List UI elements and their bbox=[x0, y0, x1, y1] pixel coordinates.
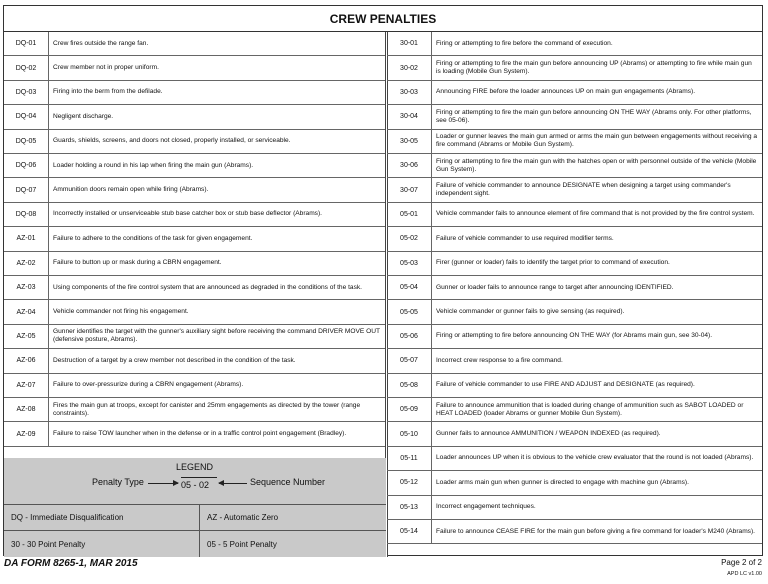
penalty-row bbox=[387, 32, 762, 56]
penalty-code: AZ-03 bbox=[4, 276, 49, 299]
penalty-code: DQ-03 bbox=[4, 81, 49, 104]
page-number: Page 2 of 2 bbox=[721, 558, 762, 567]
legend-05: 05 - 5 Point Penalty bbox=[207, 539, 277, 549]
penalty-description: Announcing FIRE before the loader announces UP on main gun engagements (Abrams). bbox=[436, 88, 696, 96]
penalty-row bbox=[4, 398, 386, 422]
legend-underline bbox=[181, 477, 217, 478]
penalty-code: AZ-09 bbox=[4, 422, 49, 445]
penalty-row bbox=[4, 422, 386, 446]
penalty-code: DQ-05 bbox=[4, 130, 49, 153]
penalty-row bbox=[387, 447, 762, 471]
legend-30: 30 - 30 Point Penalty bbox=[4, 531, 200, 557]
penalty-description: Failure to announce CEASE FIRE for the main gun before giving a fire command for loader's M240 (Abrams). bbox=[436, 527, 756, 535]
penalty-row bbox=[4, 349, 386, 373]
penalty-description: Failure to announce ammunition that is loaded during change of ammunition such as SABOT LOADED or HEAT LOADED (loader Abrams or gunner Mobile Gun System). bbox=[436, 401, 744, 417]
penalty-description: Gunner fails to announce AMMUNITION / WEAPON INDEXED (as required). bbox=[436, 430, 661, 438]
penalty-row bbox=[387, 154, 762, 178]
penalty-code: DQ-08 bbox=[4, 203, 49, 226]
penalty-code: 30-01 bbox=[387, 32, 432, 55]
penalty-code: 05-08 bbox=[387, 374, 432, 397]
penalty-code: DQ-07 bbox=[4, 178, 49, 201]
penalty-row bbox=[387, 203, 762, 227]
penalty-description: Firing or attempting to fire the main gun with the hatches open or with personnel outside of the vehicle (Mobile Gun System). bbox=[436, 157, 757, 173]
penalty-description: Crew member not in proper uniform. bbox=[53, 64, 159, 72]
penalty-code: 05-01 bbox=[387, 203, 432, 226]
penalty-row bbox=[387, 130, 762, 154]
legend-title: LEGEND bbox=[176, 462, 214, 472]
penalty-description: Incorrect engagement techniques. bbox=[436, 503, 536, 511]
penalty-row bbox=[387, 398, 762, 422]
penalty-code: 30-05 bbox=[387, 130, 432, 153]
penalty-description: Failure to adhere to the conditions of the task for given engagement. bbox=[53, 234, 253, 242]
penalty-code: 05-13 bbox=[387, 496, 432, 519]
penalty-code: 05-04 bbox=[387, 276, 432, 299]
crew-penalties-form bbox=[3, 5, 763, 556]
penalty-code: 30-03 bbox=[387, 81, 432, 104]
penalty-description: Gunner identifies the target with the gunner's auxiliary sight before receiving the command DRIVER MOVE OUT (defensive posture, Abrams). bbox=[53, 328, 380, 344]
penalty-description: Loader announces UP when it is obvious to the vehicle crew evaluator that the round is not loaded (Abrams). bbox=[436, 454, 754, 462]
penalty-row bbox=[387, 227, 762, 251]
penalty-description: Firing or attempting to fire before the command of execution. bbox=[436, 39, 613, 47]
penalty-row bbox=[4, 32, 386, 56]
arrow-right-icon bbox=[148, 483, 178, 484]
penalty-code: 30-04 bbox=[387, 105, 432, 128]
penalty-code: 05-05 bbox=[387, 300, 432, 323]
legend-panel bbox=[4, 458, 386, 557]
penalty-row bbox=[4, 325, 386, 349]
legend-sequence-number: Sequence Number bbox=[250, 477, 326, 487]
penalty-code: AZ-04 bbox=[4, 300, 49, 323]
penalty-description: Failure of vehicle commander to announce DESIGNATE when designing a target using commander's independent sight. bbox=[436, 182, 731, 198]
penalty-code: 05-02 bbox=[387, 227, 432, 250]
penalty-row bbox=[387, 178, 762, 202]
penalty-description: Fires the main gun at troops, except for canister and 25mm engagements as directed by the tower (range constraints). bbox=[53, 401, 361, 417]
penalty-code: DQ-06 bbox=[4, 154, 49, 177]
penalty-code: AZ-07 bbox=[4, 374, 49, 397]
penalty-description: Loader arms main gun when gunner is directed to engage with machine gun (Abrams). bbox=[436, 478, 689, 486]
penalty-row bbox=[4, 178, 386, 202]
penalty-description: Gunner or loader fails to announce range to target after announcing IDENTIFIED. bbox=[436, 283, 674, 291]
penalty-code: 05-12 bbox=[387, 471, 432, 494]
penalty-row bbox=[4, 56, 386, 80]
version-label: APD LC v1.00 bbox=[727, 571, 762, 577]
penalty-row bbox=[387, 471, 762, 495]
penalty-description: Firing or attempting to fire before announcing ON THE WAY (for Abrams main gun, see 30-04). bbox=[436, 332, 713, 340]
penalty-code: 30-07 bbox=[387, 178, 432, 201]
penalty-row bbox=[387, 300, 762, 324]
penalty-code: DQ-02 bbox=[4, 56, 49, 79]
penalty-code: DQ-04 bbox=[4, 105, 49, 128]
legend-dq: DQ - Immediate Disqualification bbox=[4, 505, 200, 531]
penalty-description: Ammunition doors remain open while firing (Abrams). bbox=[53, 186, 209, 194]
legend-az: AZ - Automatic Zero bbox=[200, 505, 386, 531]
penalty-description: Firing or attempting to fire the main gun before announcing UP (Abrams) or attempting to fire while main gun is loading (Mobile Gun System). bbox=[436, 60, 752, 76]
penalty-code: AZ-06 bbox=[4, 349, 49, 372]
penalty-row bbox=[387, 105, 762, 129]
penalty-description: Failure of vehicle commander to use FIRE AND ADJUST and DESIGNATE (as required). bbox=[436, 381, 695, 389]
penalty-row bbox=[4, 252, 386, 276]
penalty-description: Firer (gunner or loader) fails to identify the target prior to command of execution. bbox=[436, 259, 670, 267]
penalty-description: Guards, shields, screens, and doors not closed, properly installed, or serviceable. bbox=[53, 137, 291, 145]
penalty-description: Using components of the fire control system that are announced as degraded in the conditions of the task. bbox=[53, 283, 362, 291]
penalty-code: AZ-08 bbox=[4, 398, 49, 421]
penalty-row bbox=[4, 203, 386, 227]
legend-key bbox=[4, 458, 386, 505]
penalty-row bbox=[387, 252, 762, 276]
penalty-description: Vehicle commander or gunner fails to give sensing (as required). bbox=[436, 308, 625, 316]
penalty-row bbox=[387, 325, 762, 349]
penalty-row bbox=[4, 154, 386, 178]
penalty-code: AZ-02 bbox=[4, 252, 49, 275]
penalty-description: Loader or gunner leaves the main gun armed or arms the main gun between engagements without receiving a fire command (Abrams or Mobile Gun System). bbox=[436, 133, 758, 149]
penalty-description: Failure to raise TOW launcher when in the defense or in a traffic control point engagement (Bradley). bbox=[53, 430, 347, 438]
penalty-row bbox=[387, 422, 762, 446]
penalty-code: AZ-05 bbox=[4, 325, 49, 348]
penalty-description: Negligent discharge. bbox=[53, 112, 114, 120]
penalty-row bbox=[387, 81, 762, 105]
penalty-row bbox=[4, 276, 386, 300]
penalty-code: 05-06 bbox=[387, 325, 432, 348]
form-identifier: DA FORM 8265-1, MAR 2015 bbox=[4, 558, 138, 569]
penalty-row bbox=[4, 81, 386, 105]
penalty-row bbox=[387, 349, 762, 373]
penalty-row bbox=[387, 276, 762, 300]
penalty-code: 05-07 bbox=[387, 349, 432, 372]
penalty-row bbox=[4, 105, 386, 129]
penalty-row bbox=[387, 496, 762, 520]
penalty-code: 05-14 bbox=[387, 520, 432, 543]
penalty-description: Incorrect crew response to a fire command. bbox=[436, 356, 563, 364]
penalty-row bbox=[4, 300, 386, 324]
penalty-row bbox=[4, 374, 386, 398]
penalty-description: Firing into the berm from the defilade. bbox=[53, 88, 163, 96]
penalty-row bbox=[4, 227, 386, 251]
penalty-description: Failure of vehicle commander to use required modifier terms. bbox=[436, 234, 614, 242]
penalty-description: Destruction of a target by a crew member not described in the condition of the task. bbox=[53, 356, 296, 364]
penalty-code: 30-02 bbox=[387, 56, 432, 79]
penalty-description: Firing or attempting to fire the main gun before announcing ON THE WAY (Abrams only. For other platforms, see 05-06). bbox=[436, 108, 752, 124]
penalty-code: 05-11 bbox=[387, 447, 432, 470]
penalty-code: 05-09 bbox=[387, 398, 432, 421]
penalty-code: 05-10 bbox=[387, 422, 432, 445]
penalty-row bbox=[4, 130, 386, 154]
penalty-row bbox=[387, 56, 762, 80]
penalty-code: 30-06 bbox=[387, 154, 432, 177]
penalty-row bbox=[387, 374, 762, 398]
legend-penalty-type: Penalty Type bbox=[92, 477, 144, 487]
arrow-left-icon bbox=[219, 483, 247, 484]
penalty-code: DQ-01 bbox=[4, 32, 49, 55]
penalty-description: Failure to over-pressurize during a CBRN engagement (Abrams). bbox=[53, 381, 244, 389]
penalty-code: AZ-01 bbox=[4, 227, 49, 250]
penalty-description: Vehicle commander not firing his engagement. bbox=[53, 308, 189, 316]
penalty-description: Failure to button up or mask during a CBRN engagement. bbox=[53, 259, 222, 267]
penalty-description: Incorrectly installed or unserviceable stub base catcher box or stub base deflector (Abrams). bbox=[53, 210, 323, 218]
penalty-row bbox=[387, 520, 762, 544]
legend-sequence-example: 05 - 02 bbox=[181, 480, 210, 490]
penalty-description: Vehicle commander fails to announce element of fire command that is not provided by the fire control system. bbox=[436, 210, 755, 218]
penalty-description: Loader holding a round in his lap when firing the main gun (Abrams). bbox=[53, 161, 254, 169]
penalty-description: Crew fires outside the range fan. bbox=[53, 39, 149, 47]
form-title: CREW PENALTIES bbox=[4, 6, 762, 32]
penalty-code: 05-03 bbox=[387, 252, 432, 275]
